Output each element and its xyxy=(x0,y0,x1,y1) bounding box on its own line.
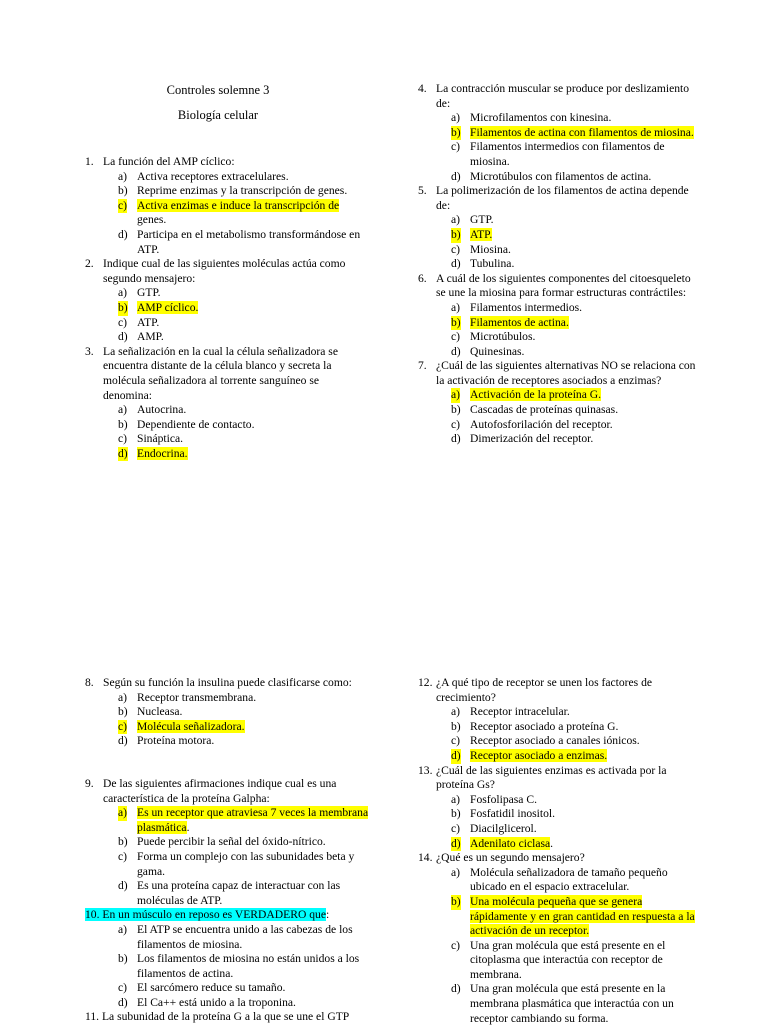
option-text: ATP. xyxy=(137,315,160,329)
option-d-correct xyxy=(85,447,367,462)
option-text: Microtúbulos. xyxy=(470,330,536,344)
option-a-correct xyxy=(418,388,701,403)
option-letter: a) xyxy=(451,865,461,879)
option-letter: a) xyxy=(451,111,461,125)
question-number: 14. xyxy=(418,851,433,865)
option-letter: d) xyxy=(451,836,461,850)
option-text: Filamentos de actina. xyxy=(470,315,569,329)
document-subtitle: Biología celular xyxy=(177,108,259,122)
option-letter: a) xyxy=(118,806,128,820)
option-text: Fosfolipasa C. xyxy=(470,792,537,806)
option-c xyxy=(418,418,701,433)
option-d xyxy=(85,330,367,345)
option-text: Una gran molécula que está presente en la membrana plasmática que interactúa con un receptor cambiando su forma. xyxy=(470,982,674,1025)
option-letter: c) xyxy=(118,432,128,446)
option-text: Receptor asociado a canales iónicos. xyxy=(470,734,640,748)
option-text: Dimerización del receptor. xyxy=(470,432,594,446)
option-letter: b) xyxy=(451,315,461,329)
left-column-top xyxy=(85,155,367,461)
question-text: Indique cual de las siguientes moléculas actúa como segundo mensajero: xyxy=(103,257,346,285)
option-letter: d) xyxy=(118,227,128,241)
option-letter: d) xyxy=(118,879,128,893)
option-text-continued: genes. xyxy=(137,213,167,227)
question-6 xyxy=(418,272,701,301)
option-text: Activa receptores extracelulares. xyxy=(137,169,289,183)
options-list xyxy=(418,388,701,446)
option-b-correct xyxy=(418,126,701,141)
option-text: El sarcómero reduce su tamaño. xyxy=(137,981,286,995)
question-12 xyxy=(418,676,701,705)
option-text: Receptor asociado a enzimas. xyxy=(470,748,608,762)
option-text: Cascadas de proteínas quinasas. xyxy=(470,403,619,417)
option-c xyxy=(418,939,701,983)
option-trailing-period: . xyxy=(550,836,554,850)
option-c xyxy=(418,822,701,837)
question-number: 13. xyxy=(418,763,433,777)
option-text: Filamentos de actina con filamentos de miosina. xyxy=(470,125,694,139)
option-text: Puede percibir la señal del óxido-nítrico. xyxy=(137,835,326,849)
option-d xyxy=(418,257,701,272)
question-text: ¿Cuál de las siguientes alternativas NO se relaciona con la activación de receptores asociados a enzimas? xyxy=(436,359,696,387)
option-letter: a) xyxy=(118,403,128,417)
option-d xyxy=(85,879,369,908)
option-text: Activa enzimas e induce la transcripción de xyxy=(137,198,340,212)
question-number: 4. xyxy=(418,82,427,95)
option-letter: a) xyxy=(118,286,128,300)
option-a xyxy=(85,403,367,418)
option-letter: a) xyxy=(451,792,461,806)
question-number: 12. xyxy=(418,676,433,689)
options-list xyxy=(418,301,701,359)
option-a-correct xyxy=(85,806,369,835)
option-d xyxy=(418,432,701,447)
option-c xyxy=(85,850,369,879)
option-letter: c) xyxy=(451,821,461,835)
options-list xyxy=(418,793,701,851)
question-2 xyxy=(85,257,367,286)
question-10 xyxy=(85,908,369,923)
option-text: Filamentos intermedios. xyxy=(470,300,583,314)
option-letter: a) xyxy=(451,705,461,719)
option-a xyxy=(418,213,701,228)
question-text: ¿Qué es un segundo mensajero? xyxy=(436,851,585,865)
question-text: A cuál de los siguientes componentes del citoesqueleto se une la miosina para formar estructuras contráctiles: xyxy=(436,271,691,300)
option-letter: d) xyxy=(451,344,461,358)
option-letter: b) xyxy=(118,184,128,198)
question-7 xyxy=(418,359,701,388)
left-column-bottom xyxy=(85,676,369,1025)
option-a xyxy=(418,705,701,720)
option-letter: b) xyxy=(451,227,461,241)
question-9 xyxy=(85,777,369,806)
option-letter: b) xyxy=(451,807,461,821)
question-5 xyxy=(418,184,701,213)
question-text: Según su función la insulina puede clasificarse como: xyxy=(103,676,352,689)
option-text: Receptor asociado a proteína G. xyxy=(470,719,619,733)
option-c xyxy=(418,243,701,258)
option-letter: a) xyxy=(451,213,461,227)
option-letter: d) xyxy=(118,734,128,748)
option-c xyxy=(85,432,367,447)
options-list xyxy=(85,923,369,1011)
option-text: Activación de la proteína G. xyxy=(470,388,602,402)
question-text: En un músculo en reposo es VERDADERO que xyxy=(102,908,326,922)
option-a xyxy=(85,286,367,301)
question-number: 11. xyxy=(85,1010,100,1024)
question-number: 1. xyxy=(85,155,94,168)
question-number: 10. xyxy=(85,908,100,922)
option-text: Participa en el metabolismo transformándose en ATP. xyxy=(137,227,361,256)
option-letter: d) xyxy=(451,169,461,183)
options-list xyxy=(85,691,369,749)
option-d xyxy=(418,982,701,1026)
option-b xyxy=(85,705,369,720)
option-letter: c) xyxy=(118,719,128,733)
question-text: La polimerización de los filamentos de actina depende de: xyxy=(436,184,689,212)
option-letter: b) xyxy=(451,894,461,908)
option-letter: b) xyxy=(451,403,461,417)
option-b-correct xyxy=(418,228,701,243)
option-letter: a) xyxy=(451,388,461,402)
option-text: Receptor intracelular. xyxy=(470,705,570,719)
option-letter: c) xyxy=(451,938,461,952)
option-text: Fosfatidil inositol. xyxy=(470,807,556,821)
question-11 xyxy=(85,1010,369,1025)
option-text: Adenilato ciclasa xyxy=(470,836,551,850)
question-number: 5. xyxy=(418,184,427,198)
options-list xyxy=(418,866,701,1026)
option-text: Quinesinas. xyxy=(470,344,525,358)
option-a xyxy=(85,170,367,185)
option-text: Es una proteína capaz de interactuar con las moléculas de ATP. xyxy=(137,879,341,907)
option-d-correct xyxy=(418,749,701,764)
option-text: GTP. xyxy=(137,286,161,300)
option-letter: d) xyxy=(451,432,461,446)
option-text: Nucleasa. xyxy=(137,705,183,719)
question-number: 6. xyxy=(418,271,427,285)
option-letter: b) xyxy=(451,125,461,139)
option-a xyxy=(85,691,369,706)
option-d xyxy=(418,345,701,360)
question-number: 2. xyxy=(85,257,94,271)
option-letter: c) xyxy=(118,198,128,212)
options-list xyxy=(85,806,369,908)
question-8 xyxy=(85,676,369,691)
right-column-top xyxy=(418,82,701,447)
option-a xyxy=(418,793,701,808)
options-list xyxy=(85,403,367,461)
option-c xyxy=(418,330,701,345)
option-b xyxy=(418,720,701,735)
option-c xyxy=(418,734,701,749)
option-letter: c) xyxy=(118,849,128,863)
option-letter: d) xyxy=(451,982,461,996)
option-letter: b) xyxy=(118,417,128,431)
option-text: Microtúbulos con filamentos de actina. xyxy=(470,169,652,183)
option-letter: b) xyxy=(118,300,128,314)
option-text: Dependiente de contacto. xyxy=(137,417,255,431)
option-text: Microfilamentos con kinesina. xyxy=(470,111,612,125)
option-letter: c) xyxy=(451,417,461,431)
option-d-correct xyxy=(418,837,701,852)
options-list xyxy=(418,213,701,271)
question-4 xyxy=(418,82,701,111)
option-letter: c) xyxy=(451,734,461,748)
option-text: ATP. xyxy=(470,227,493,241)
option-letter: b) xyxy=(118,952,128,966)
question-1 xyxy=(85,155,367,170)
option-letter: d) xyxy=(118,995,128,1009)
option-d xyxy=(85,228,367,257)
option-letter: a) xyxy=(451,300,461,314)
question-number: 9. xyxy=(85,776,94,790)
option-c-correct xyxy=(85,199,367,228)
option-d xyxy=(85,734,369,749)
document-title: Controles solemne 3 xyxy=(166,83,270,97)
option-letter: a) xyxy=(118,922,128,936)
options-list xyxy=(85,286,367,344)
option-b xyxy=(85,952,369,981)
question-3 xyxy=(85,345,367,403)
question-text: La función del AMP cíclico: xyxy=(103,155,235,168)
option-text: Es un receptor que atraviesa 7 veces la membrana plasmática xyxy=(137,806,369,834)
option-letter: a) xyxy=(118,690,128,704)
question-text: ¿A qué tipo de receptor se unen los factores de crecimiento? xyxy=(436,676,653,704)
option-letter: c) xyxy=(451,242,461,256)
option-c xyxy=(85,981,369,996)
option-letter: a) xyxy=(118,169,128,183)
option-b xyxy=(85,835,369,850)
question-trailing-colon: : xyxy=(326,908,330,922)
question-text: De las siguientes afirmaciones indique cual es una característica de la proteína Galpha: xyxy=(103,776,337,805)
option-text: Reprime enzimas y la transcripción de genes. xyxy=(137,184,348,198)
option-letter: c) xyxy=(118,981,128,995)
option-text: Molécula señalizadora. xyxy=(137,719,245,733)
option-letter: d) xyxy=(118,446,128,460)
question-text: La señalización en la cual la célula señalizadora se encuentra distante de la célula blanco y secreta la molécula señalizadora al torrente sanguíneo se denomina: xyxy=(103,344,338,402)
option-text: Miosina. xyxy=(470,242,511,256)
question-number: 8. xyxy=(85,676,94,689)
option-text: Endocrina. xyxy=(137,446,188,460)
options-list xyxy=(418,111,701,184)
option-text: Los filamentos de miosina no están unidos a los filamentos de actina. xyxy=(137,952,360,980)
question-13 xyxy=(418,764,701,793)
option-text: Diacilglicerol. xyxy=(470,821,537,835)
option-text: Tubulina. xyxy=(470,257,515,271)
option-d xyxy=(418,170,701,185)
options-list xyxy=(418,705,701,763)
option-a xyxy=(418,866,701,895)
option-text: Autocrina. xyxy=(137,403,187,417)
option-letter: c) xyxy=(118,315,128,329)
option-letter: c) xyxy=(451,140,461,154)
option-a xyxy=(85,923,369,952)
option-letter: d) xyxy=(451,257,461,271)
option-text: Sináptica. xyxy=(137,432,184,446)
question-text: La contracción muscular se produce por deslizamiento de: xyxy=(436,82,690,110)
option-letter: d) xyxy=(451,748,461,762)
option-c xyxy=(418,140,701,169)
option-text: Una gran molécula que está presente en el citoplasma que interactúa con receptor de membrana. xyxy=(470,938,666,981)
option-letter: b) xyxy=(118,705,128,719)
option-text: El ATP se encuentra unido a las cabezas de los filamentos de miosina. xyxy=(137,922,353,951)
question-number: 7. xyxy=(418,359,427,373)
question-14 xyxy=(418,851,701,866)
option-b xyxy=(85,184,367,199)
option-c xyxy=(85,316,367,331)
option-text: AMP. xyxy=(137,330,164,344)
option-letter: b) xyxy=(118,835,128,849)
question-number: 3. xyxy=(85,344,94,358)
spacer xyxy=(85,749,369,777)
option-letter: d) xyxy=(118,330,128,344)
option-c-correct xyxy=(85,720,369,735)
right-column-bottom xyxy=(418,676,701,1026)
option-b xyxy=(418,403,701,418)
option-b-correct xyxy=(418,316,701,331)
options-list xyxy=(85,170,367,258)
option-text: Molécula señalizadora de tamaño pequeño ubicado en el espacio extracelular. xyxy=(470,865,668,894)
option-text: AMP cíclico. xyxy=(137,300,199,314)
option-text: El Ca++ está unido a la troponina. xyxy=(137,995,296,1009)
option-b xyxy=(418,807,701,822)
option-letter: b) xyxy=(451,719,461,733)
option-text: Una molécula pequeña que se genera rápidamente y en gran cantidad en respuesta a la activación de un receptor. xyxy=(470,894,695,938)
option-d xyxy=(85,996,369,1011)
option-a xyxy=(418,301,701,316)
option-text: Autofosforilación del receptor. xyxy=(470,417,613,431)
option-b-correct xyxy=(85,301,367,316)
option-b xyxy=(85,418,367,433)
option-text: Proteína motora. xyxy=(137,734,215,748)
option-text: Receptor transmembrana. xyxy=(137,690,257,704)
option-b-correct xyxy=(418,895,701,939)
option-text: Filamentos intermedios con filamentos de miosina. xyxy=(470,140,665,168)
question-text: La subunidad de la proteína G a la que se une el GTP xyxy=(101,1010,350,1024)
option-letter: c) xyxy=(451,330,461,344)
option-a xyxy=(418,111,701,126)
question-text: ¿Cuál de las siguientes enzimas es activada por la proteína Gs? xyxy=(436,763,667,792)
option-text: GTP. xyxy=(470,213,494,227)
option-text: Forma un complejo con las subunidades beta y gama. xyxy=(137,849,355,878)
option-trailing-period: . xyxy=(186,820,190,834)
